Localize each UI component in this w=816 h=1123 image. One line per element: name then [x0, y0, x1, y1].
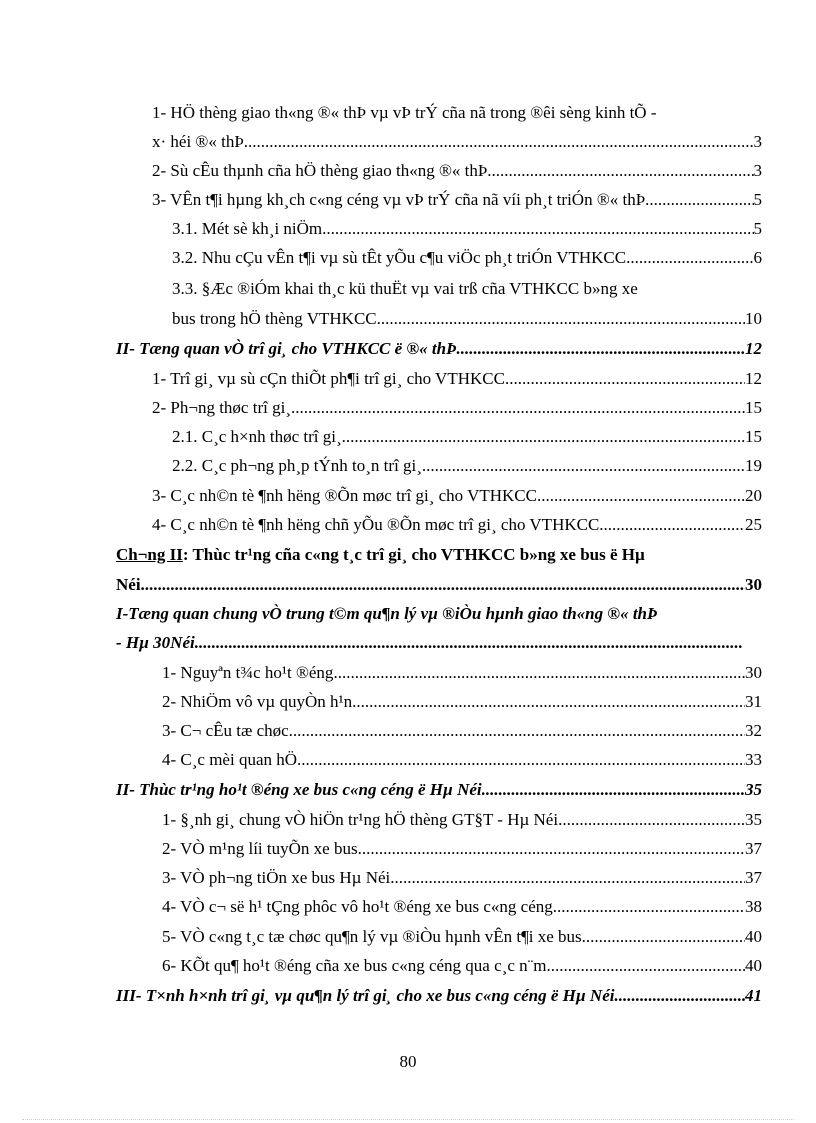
- toc-page-number: 32: [745, 721, 762, 740]
- toc-entry-text: 1- Trî gi¸ vµ sù cÇn thiÕt ph¶i trî gi¸ cho VTHKCC: [152, 369, 505, 388]
- toc-entry-text: 2- Sù cÊu thµnh cña hÖ thèng giao th«ng ®« thÞ: [152, 161, 488, 180]
- toc-entry-text: 5- VÒ c«ng t¸c tæ chøc qu¶n lý vµ ®iÒu hµnh vÊn t¶i xe bus: [162, 927, 582, 946]
- toc-page-number: 3: [753, 132, 762, 151]
- toc-entry-text: 4- C¸c nh©n tè ¶nh hëng chñ yÕu ®Õn møc trî gi¸ cho VTHKCC: [152, 515, 600, 534]
- toc-entry: [152, 158, 762, 184]
- toc-section-heading: [116, 777, 762, 803]
- toc-entry-text: 3- C¸c nh©n tè ¶nh hëng ®Õn møc trî gi¸ cho VTHKCC: [152, 486, 537, 505]
- toc-entry-text: II- Thùc tr¹ng ho¹t ®éng xe bus c«ng céng ë Hµ Néi: [116, 780, 482, 799]
- toc-entry: [172, 306, 762, 332]
- toc-entry-text: 2.2. C¸c ph¬ng ph¸p tÝnh to¸n trî gi¸: [172, 456, 422, 475]
- toc-entry: [152, 129, 762, 155]
- toc-entry-text: II- Tæng quan vÒ trî gi¸ cho VTHKCC ë ®« thÞ: [116, 339, 457, 358]
- toc-entry-text: I-Tæng quan chung vÒ trung t©m qu¶n lý vµ ®iÒu hµnh giao th«ng ®« thÞ: [116, 604, 658, 623]
- toc-entry: [172, 276, 762, 302]
- toc-entry-text: 2.1. C¸c h×nh thøc trî gi¸: [172, 427, 342, 446]
- toc-entry: [162, 689, 762, 715]
- toc-page-number: 38: [745, 897, 762, 916]
- toc-entry-text: 2- Ph¬ng thøc trî gi¸: [152, 398, 291, 417]
- toc-entry: [152, 512, 762, 538]
- toc-page-number: 12: [745, 339, 762, 358]
- toc-entry: [162, 924, 762, 950]
- toc-entry-text: 3.3. §Æc ®iÓm khai th¸c kü thuËt vµ vai trß cña VTHKCC b»ng xe: [172, 279, 638, 298]
- toc-entry-text: 1- Nguyªn t¾c ho¹t ®éng: [162, 663, 334, 682]
- toc-section-heading: [116, 630, 742, 656]
- toc-entry-text: 3.2. Nhu cÇu vÊn t¶i vµ sù tÊt yÕu c¶u viÖc ph¸t triÓn VTHKCC: [172, 248, 627, 267]
- toc-page-number: 25: [745, 515, 762, 534]
- toc-entry-text: Ch¬ng II: Thùc tr¹ng cña c«ng t¸c trî gi¸ cho VTHKCC b»ng xe bus ë Hµ: [116, 545, 645, 564]
- toc-chapter-heading: [116, 542, 762, 568]
- toc-page-number: 15: [745, 427, 762, 446]
- toc-page-number: 6: [753, 248, 762, 267]
- toc-entry: [162, 836, 762, 862]
- toc-section-heading: [116, 336, 762, 362]
- toc-page-number: 10: [745, 309, 762, 328]
- toc-entry: [162, 718, 762, 744]
- toc-entry: [162, 807, 762, 833]
- toc-page-number: 15: [745, 398, 762, 417]
- page-bottom-divider: [22, 1119, 794, 1120]
- toc-page-number: 5: [753, 190, 762, 209]
- toc-entry-text: bus trong hÖ thèng VTHKCC: [172, 309, 377, 328]
- toc-entry-text: - Hµ 30Néi: [116, 633, 195, 652]
- toc-page-number: 35: [745, 780, 762, 799]
- toc-section-heading: [116, 983, 762, 1009]
- toc-section-heading: [116, 601, 762, 627]
- toc-page-number: 37: [745, 839, 762, 858]
- page-number: 80: [399, 1052, 417, 1071]
- toc-entry: [172, 424, 762, 450]
- toc-entry: [152, 483, 762, 509]
- toc-entry-text: 4- VÒ c¬ së h¹ tÇng phôc vô ho¹t ®éng xe bus c«ng céng: [162, 897, 553, 916]
- toc-page-number: 30: [745, 663, 762, 682]
- toc-entry: [172, 453, 762, 479]
- toc-entry-text: 1- HÖ thèng giao th«ng ®« thÞ vµ vÞ trÝ cña nã trong ®êi sèng kinh tÕ -: [152, 103, 657, 122]
- toc-entry: [162, 865, 762, 891]
- toc-page-number: 3: [753, 161, 762, 180]
- toc-entry: [152, 100, 762, 126]
- toc-entry-text: III- T×nh h×nh trî gi¸ vµ qu¶n lý trî gi¸ cho xe bus c«ng céng ë Hµ Néi: [116, 986, 615, 1005]
- toc-page-number: 33: [745, 750, 762, 769]
- toc-chapter-heading: [116, 572, 762, 598]
- toc-entry: [162, 894, 762, 920]
- toc-entry-text: 3- VÊn t¶i hµng kh¸ch c«ng céng vµ vÞ trÝ cña nã víi ph¸t triÓn ®« thÞ: [152, 190, 646, 209]
- toc-page-number: 30: [745, 575, 762, 594]
- toc-entry-text: 6- KÕt qu¶ ho¹t ®éng cña xe bus c«ng céng qua c¸c n¨m: [162, 956, 547, 975]
- toc-entry: [162, 747, 762, 773]
- toc-entry-text: 3.1. Mét sè kh¸i niÖm: [172, 219, 323, 238]
- toc-entry: [152, 366, 762, 392]
- toc-entry-text: 2- VÒ m¹ng líi tuyÕn xe bus: [162, 839, 358, 858]
- toc-page-number: 31: [745, 692, 762, 711]
- toc-entry: [172, 216, 762, 242]
- toc-page-number: 19: [745, 456, 762, 475]
- toc-entry: [162, 953, 762, 979]
- toc-entry-text: Néi: [116, 575, 141, 594]
- toc-entry-text: 1- §¸nh gi¸ chung vÒ hiÖn tr¹ng hÖ thèng GT§T - Hµ Néi: [162, 810, 559, 829]
- toc-entry: [162, 660, 762, 686]
- toc-page-number: 37: [745, 868, 762, 887]
- toc-page-number: 40: [745, 956, 762, 975]
- toc-entry-text: 3- VÒ ph¬ng tiÖn xe bus Hµ Néi: [162, 868, 391, 887]
- toc-page-number: 12: [745, 369, 762, 388]
- toc-page-number: 41: [745, 986, 762, 1005]
- toc-page-number: 40: [745, 927, 762, 946]
- toc-page-number: 20: [745, 486, 762, 505]
- toc-entry: [152, 395, 762, 421]
- toc-page-number: 5: [753, 219, 762, 238]
- toc-entry-text: x· héi ®« thÞ: [152, 132, 244, 151]
- toc-entry-text: 2- NhiÖm vô vµ quyÒn h¹n: [162, 692, 353, 711]
- toc-entry-text: 3- C¬ cÊu tæ chøc: [162, 721, 289, 740]
- toc-entry: [152, 187, 762, 213]
- toc-page-number: 35: [745, 810, 762, 829]
- toc-entry-text: 4- C¸c mèi quan hÖ: [162, 750, 298, 769]
- toc-entry: [172, 245, 762, 271]
